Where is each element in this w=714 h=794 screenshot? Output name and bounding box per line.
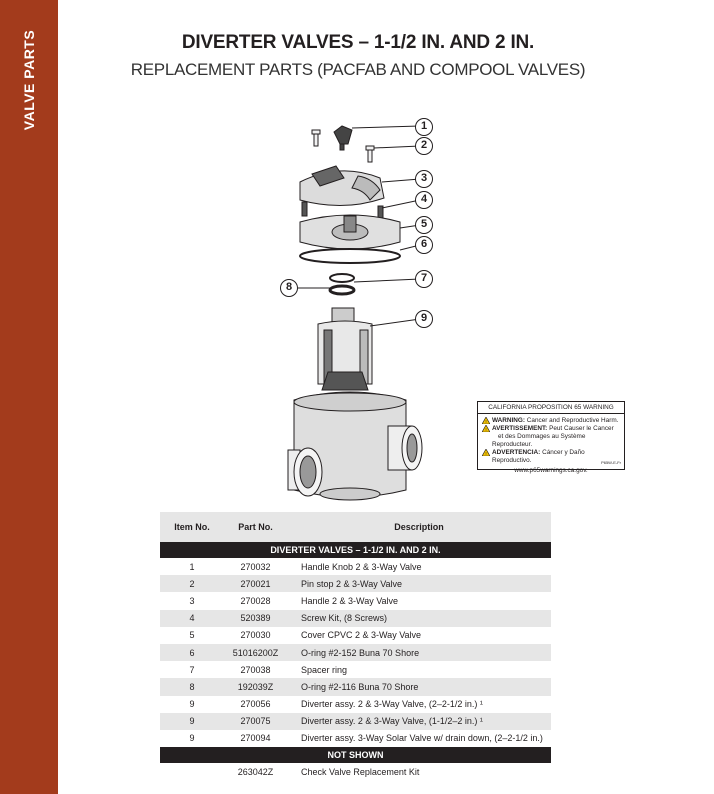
prop65-url: www.p65warnings.ca.gov. (514, 467, 588, 474)
cell-desc: Check Valve Replacement Kit (301, 766, 420, 777)
cell-item: 2 (160, 575, 224, 592)
callout-5: 5 (415, 216, 433, 234)
screw-left (302, 202, 307, 216)
cell-desc: Handle Knob 2 & 3-Way Valve (301, 561, 422, 572)
cell-desc: Pin stop 2 & 3-Way Valve (287, 575, 551, 592)
advertencia-text: Cáncer y Daño Reproductivo. (492, 449, 585, 464)
section-title: NOT SHOWN (160, 747, 551, 763)
cell-part: 270028 (240, 595, 271, 606)
cell-item: 9 (189, 699, 195, 710)
cell-part: 270056 (240, 699, 271, 710)
cell-part: 520389 (224, 610, 287, 627)
cell-item: 1 (189, 561, 195, 572)
table-row (160, 558, 551, 575)
prop65-warning-line (482, 417, 620, 425)
cell-part: 270038 (240, 664, 271, 675)
section-title: DIVERTER VALVES – 1-1/2 IN. AND 2 IN. (160, 542, 551, 558)
parts-table (160, 512, 551, 780)
svg-text:!: ! (485, 451, 487, 456)
warning-text: Cancer and Reproductive Harm. (526, 417, 619, 424)
callout-6: 6 (415, 236, 433, 254)
cell-part: 270030 (240, 630, 271, 641)
cell-desc: Cover CPVC 2 & 3-Way Valve (301, 630, 422, 641)
callout-3: 3 (415, 170, 433, 188)
table-row (160, 644, 551, 661)
oring-large (300, 249, 400, 263)
oring-small (330, 286, 354, 294)
table-row (160, 678, 551, 695)
warning-triangle-icon (482, 425, 490, 432)
callout-2: 2 (415, 137, 433, 155)
diverter-top (332, 308, 354, 322)
cell-part: 270032 (240, 561, 271, 572)
prop65-advertencia-line (482, 449, 620, 465)
header-part-no: Part No. (224, 512, 287, 542)
prop65-avertissement-line (482, 425, 620, 449)
cell-item: 9 (160, 713, 224, 730)
table-row (160, 696, 551, 713)
section-band (160, 542, 551, 558)
spacer-ring (330, 274, 354, 282)
table-row (160, 592, 551, 609)
cell-item: 8 (160, 678, 224, 695)
cell-desc: Spacer ring (301, 664, 348, 675)
page-title: DIVERTER VALVES – 1-1/2 IN. AND 2 IN. (181, 32, 535, 53)
cell-item: 9 (189, 733, 195, 744)
cell-desc: Handle 2 & 3-Way Valve (301, 595, 399, 606)
table-row (160, 661, 551, 678)
prop65-warning-box (477, 401, 625, 474)
table-row (160, 730, 551, 747)
knob-screw-shaft (314, 134, 318, 146)
callout-1: 1 (415, 118, 433, 136)
side-section-label: VALVE PARTS (21, 29, 37, 131)
cell-desc: Diverter assy. 2 & 3-Way Valve, (2–2-1/2 in.) ¹ (301, 699, 483, 710)
cell-desc: O-ring #2-152 Buna 70 Shore (287, 644, 551, 661)
cell-item: 7 (189, 664, 195, 675)
cell-item: 6 (160, 644, 224, 661)
cell-item: 4 (160, 610, 224, 627)
table-row (160, 763, 551, 780)
header-description: Description (287, 512, 551, 542)
header-item-no: Item No. (160, 512, 224, 542)
leader-1 (352, 126, 420, 128)
cell-item (160, 763, 224, 780)
cell-item: 3 (189, 595, 195, 606)
svg-text:!: ! (485, 427, 487, 432)
table-row (160, 610, 551, 627)
table-row (160, 575, 551, 592)
warning-label: WARNING: (492, 417, 526, 424)
svg-text:!: ! (485, 419, 487, 424)
handle-knob-part (334, 126, 352, 144)
callout-9: 9 (415, 310, 433, 328)
callout-8: 8 (280, 279, 298, 297)
prop65-code: P65W-E-Fr (601, 460, 621, 465)
knob-screw-head (312, 130, 320, 134)
side-band (0, 0, 58, 794)
warning-triangle-icon (482, 449, 490, 456)
cell-part: 192039Z (224, 678, 287, 695)
avertissement-label: AVERTISSEMENT: (492, 425, 548, 432)
pin-stop-head (366, 146, 374, 150)
cell-part: 51016200Z (224, 644, 287, 661)
cell-part: 270094 (240, 733, 271, 744)
warning-triangle-icon (482, 417, 490, 424)
pin-stop-shaft (368, 150, 372, 162)
avertissement-text-2: et des Dommages au Système Reproducteur. (492, 433, 586, 448)
cell-desc: Screw Kit, (8 Screws) (287, 610, 551, 627)
cell-desc: O-ring #2-116 Buna 70 Shore (287, 678, 551, 695)
callout-7: 7 (415, 270, 433, 288)
avertissement-text: Peut Causer le Cancer (549, 425, 614, 432)
table-row (160, 627, 551, 644)
cell-item: 5 (189, 630, 195, 641)
section-band (160, 747, 551, 763)
cell-desc: Diverter assy. 3-Way Solar Valve w/ drain down, (2–2-1/2 in.) (301, 733, 543, 744)
table-header-row (160, 512, 551, 542)
advertencia-label: ADVERTENCIA: (492, 449, 541, 456)
page-subtitle: REPLACEMENT PARTS (PACFAB AND COMPOOL VALVES) (130, 60, 586, 79)
prop65-heading: CALIFORNIA PROPOSITION 65 WARNING (478, 404, 624, 414)
cell-part: 263042Z (237, 766, 274, 777)
table-row (160, 713, 551, 730)
cell-part: 270075 (224, 713, 287, 730)
callout-4: 4 (415, 191, 433, 209)
cell-part: 270021 (224, 575, 287, 592)
cell-desc: Diverter assy. 2 & 3-Way Valve, (1-1/2–2 in.) ¹ (287, 713, 551, 730)
